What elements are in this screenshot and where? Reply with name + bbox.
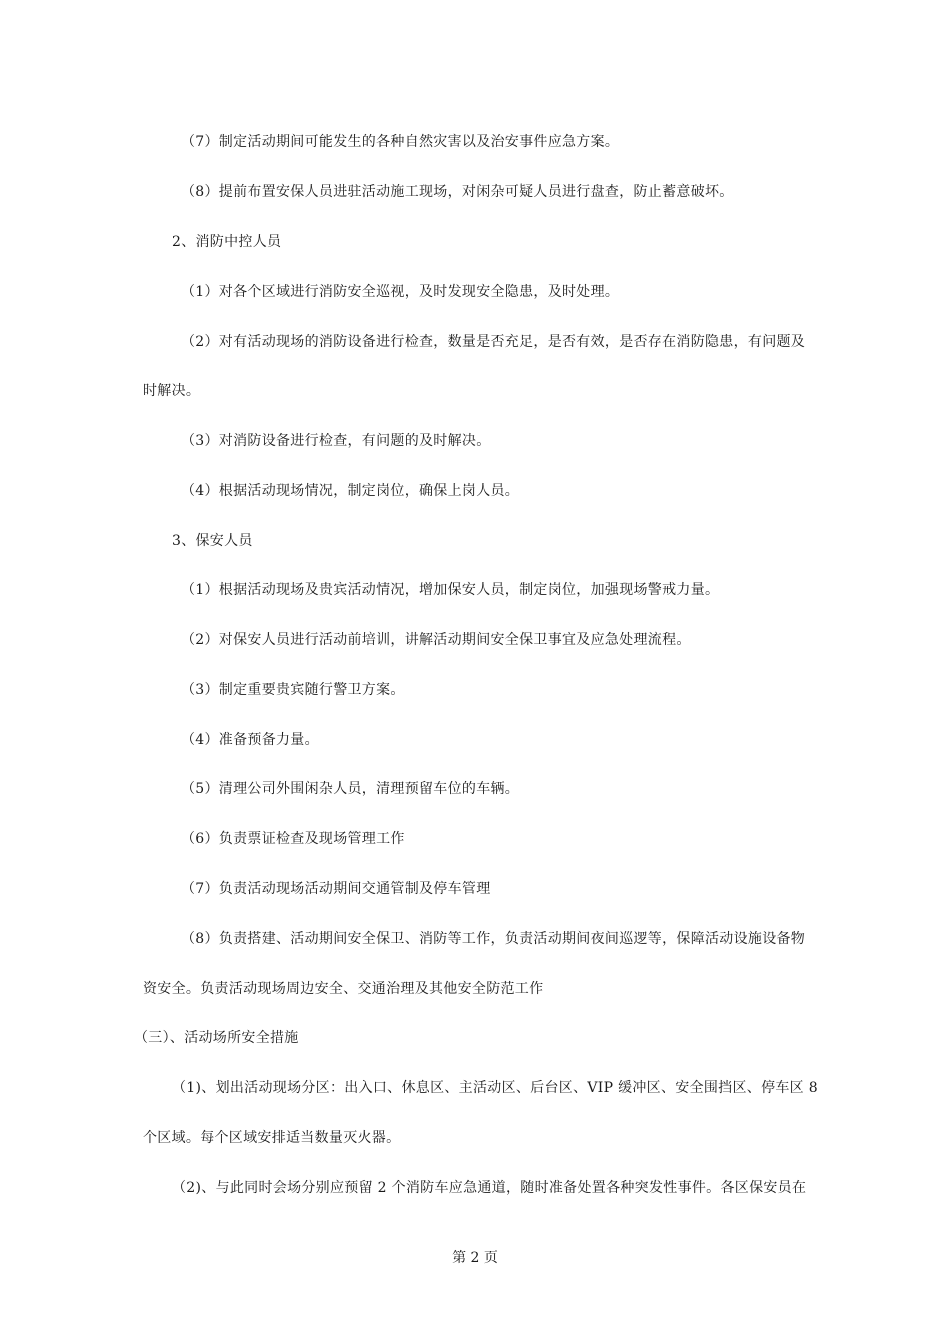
- paragraph-line: （8）负责搭建、活动期间安全保卫、消防等工作，负责活动期间夜间巡逻等，保障活动设施设备物: [181, 931, 806, 947]
- paragraph-line: （2）对有活动现场的消防设备进行检查，数量是否充足，是否有效，是否存在消防隐患，有问题及: [181, 334, 806, 350]
- paragraph-line: （3）制定重要贵宾随行警卫方案。: [181, 682, 405, 698]
- paragraph-line: （1)、划出活动现场分区：出入口、休息区、主活动区、后台区、VIP 缓冲区、安全围挡区、停车区 8: [172, 1080, 818, 1096]
- paragraph-line: （2）对保安人员进行活动前培训，讲解活动期间安全保卫事宜及应急处理流程。: [181, 632, 691, 648]
- paragraph-line: （3）对消防设备进行检查，有问题的及时解决。: [181, 433, 491, 449]
- paragraph-line: （5）清理公司外围闲杂人员，清理预留车位的车辆。: [181, 781, 520, 797]
- paragraph-line: （7）制定活动期间可能发生的各种自然灾害以及治安事件应急方案。: [181, 134, 620, 150]
- paragraph-line: 资安全。负责活动现场周边安全、交通治理及其他安全防范工作: [143, 981, 544, 997]
- page-number: 第 2 页: [452, 1250, 498, 1266]
- paragraph-line: （4）根据活动现场情况，制定岗位，确保上岗人员。: [181, 483, 520, 499]
- paragraph-line: （1）对各个区域进行消防安全巡视，及时发现安全隐患，及时处理。: [181, 284, 620, 300]
- section-heading: 3、保安人员: [172, 533, 253, 549]
- paragraph-line: （7）负责活动现场活动期间交通管制及停车管理: [181, 881, 491, 897]
- paragraph-line: 时解决。: [143, 383, 201, 399]
- paragraph-line: （8）提前布置安保人员进驻活动施工现场，对闲杂可疑人员进行盘查，防止蓄意破坏。: [181, 184, 734, 200]
- paragraph-line: （2)、与此同时会场分别应预留 2 个消防车应急通道，随时准备处置各种突发性事件。各区保安员在: [172, 1180, 807, 1196]
- paragraph-line: （1）根据活动现场及贵宾活动情况，增加保安人员，制定岗位，加强现场警戒力量。: [181, 582, 720, 598]
- paragraph-line: 个区域。每个区域安排适当数量灭火器。: [143, 1130, 401, 1146]
- paragraph-line: （4）准备预备力量。: [181, 732, 319, 748]
- paragraph-line: （6）负责票证检查及现场管理工作: [181, 831, 405, 847]
- section-heading: 2、消防中控人员: [172, 234, 282, 250]
- section-heading: （三）、活动场所安全措施: [134, 1030, 299, 1046]
